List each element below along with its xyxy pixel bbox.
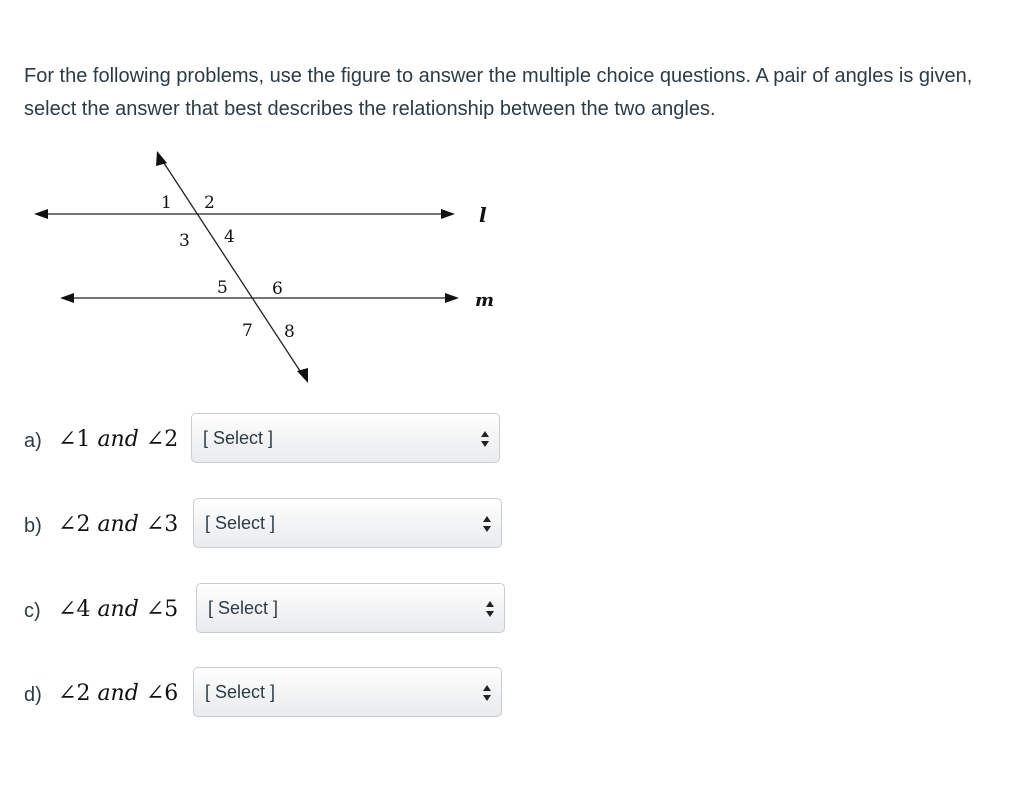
connector-text: and [97, 512, 139, 537]
angle-symbol: ∠ [145, 681, 165, 706]
angle-label-1: 1 [161, 193, 172, 213]
select-value: [ Select ] [205, 682, 276, 702]
angle-pair-expression [58, 427, 178, 452]
angle-label-3: 3 [179, 231, 190, 251]
line-l-right-arrow [441, 209, 455, 219]
angle-symbol: ∠ [58, 681, 77, 706]
angle-symbol: ∠ [145, 512, 165, 537]
connector-text: and [97, 427, 139, 452]
question-letter: d) [24, 684, 42, 706]
line-m-right-arrow [445, 293, 459, 303]
line-label-l: l [479, 203, 487, 227]
angle-b: 3 [164, 512, 179, 537]
angle-label-6: 6 [272, 279, 283, 299]
connector-text: and [97, 597, 139, 622]
angle-a: 1 [76, 427, 91, 452]
angle-symbol: ∠ [58, 427, 77, 452]
transversal-top-arrow [156, 151, 167, 166]
select-value: [ Select ] [208, 598, 279, 618]
angle-pair-expression [58, 512, 178, 537]
question-letter: c) [24, 600, 41, 622]
up-down-arrows-icon [482, 515, 492, 533]
angle-label-4: 4 [224, 227, 235, 247]
answer-select-d[interactable] [193, 667, 502, 717]
select-value: [ Select ] [203, 428, 274, 448]
answer-select-c[interactable] [196, 583, 505, 633]
angle-label-8: 8 [284, 322, 295, 342]
up-down-arrows-icon [480, 430, 490, 448]
question-d [24, 667, 504, 719]
angle-symbol: ∠ [58, 597, 77, 622]
question-letter: b) [24, 515, 42, 537]
angle-b: 6 [164, 681, 179, 706]
connector-text: and [97, 681, 139, 706]
angle-a: 2 [76, 512, 91, 537]
select-value: [ Select ] [205, 513, 276, 533]
angle-label-5: 5 [217, 278, 228, 298]
angle-b: 2 [164, 427, 179, 452]
angle-symbol: ∠ [145, 427, 165, 452]
angle-label-7: 7 [242, 321, 253, 341]
transversal-bottom-arrow [297, 368, 308, 383]
question-b [24, 498, 504, 550]
answer-select-b[interactable] [193, 498, 502, 548]
transversal-line [162, 160, 302, 374]
angle-label-2: 2 [204, 193, 215, 213]
question-letter: a) [24, 430, 42, 452]
angle-a: 4 [76, 597, 91, 622]
angle-symbol: ∠ [145, 597, 165, 622]
angle-b: 5 [164, 597, 179, 622]
angle-pair-expression [58, 681, 178, 706]
instructions-text: For the following problems, use the figure to answer the multiple choice questions. A pair of angles is given, select the answer that best describes the relationship between the two angles. [24, 65, 973, 120]
angle-a: 2 [76, 681, 91, 706]
answer-select-a[interactable] [191, 413, 500, 463]
angle-pair-expression [58, 597, 178, 622]
up-down-arrows-icon [485, 600, 495, 618]
line-l-left-arrow [34, 209, 48, 219]
angle-symbol: ∠ [58, 512, 77, 537]
question-a [24, 413, 504, 465]
up-down-arrows-icon [482, 684, 492, 702]
line-m-left-arrow [60, 293, 74, 303]
parallel-lines-figure [0, 0, 560, 400]
question-c [24, 583, 506, 635]
line-label-m: m [475, 290, 495, 311]
